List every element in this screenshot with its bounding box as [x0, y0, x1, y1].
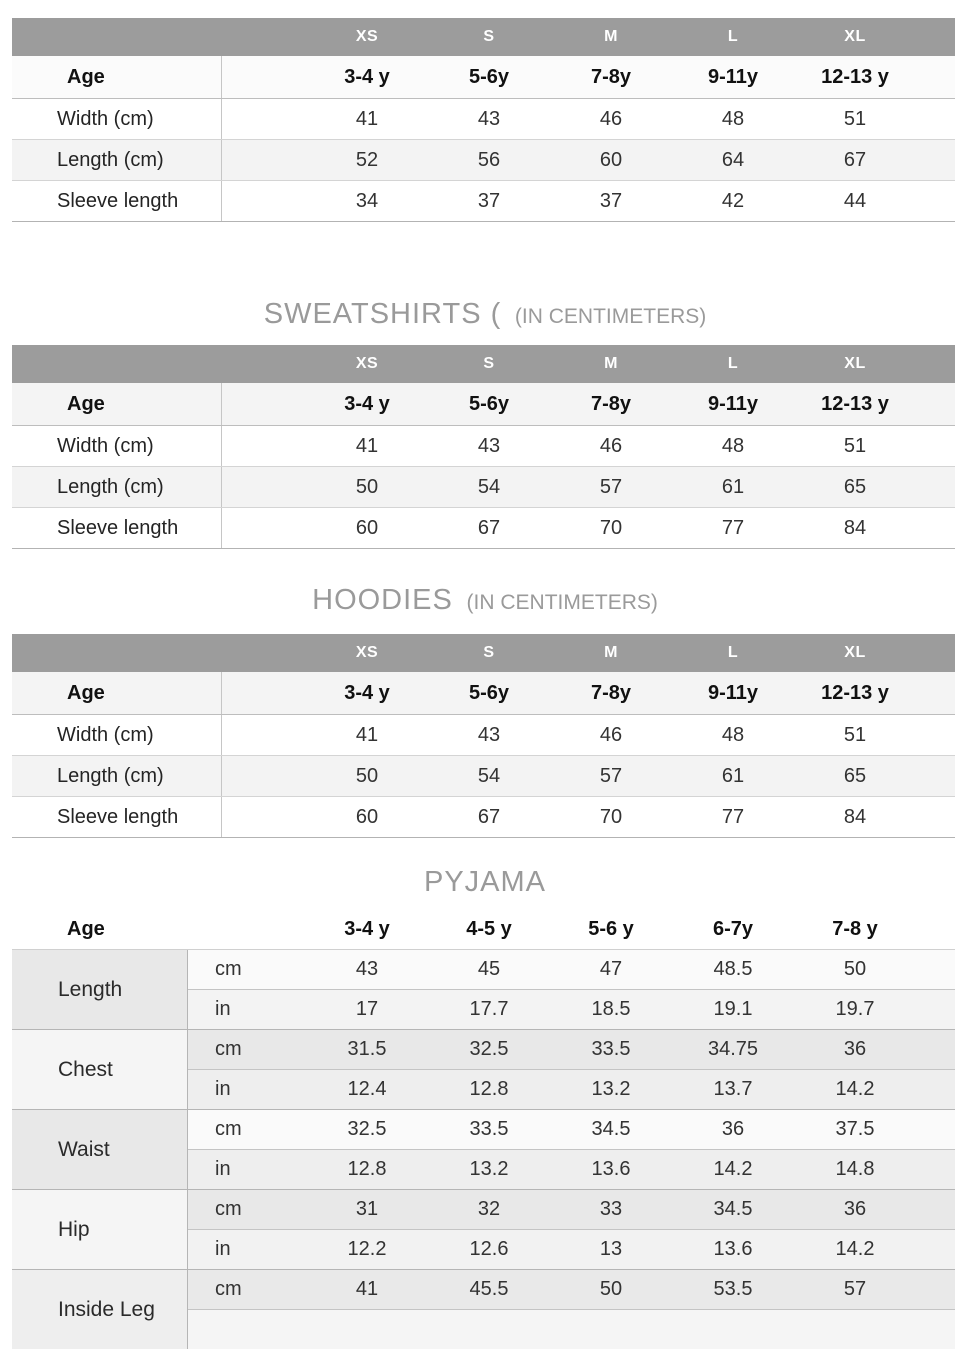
age-row — [12, 56, 955, 99]
size-header-row — [12, 345, 955, 383]
measurement-values — [306, 998, 955, 1021]
section-rows — [188, 1110, 955, 1189]
age-value: 7-8 y — [832, 917, 878, 940]
width-row — [12, 99, 955, 140]
width-row — [12, 715, 955, 756]
unit-label: in — [215, 998, 231, 1020]
measurement-value: 13.6 — [591, 1158, 631, 1180]
age-value: 6-7y — [712, 917, 754, 940]
measurement-value: 65 — [843, 475, 867, 498]
size-col-header-m: M — [604, 355, 618, 372]
size-col-header-s: S — [483, 355, 495, 372]
measurement-value: 52 — [355, 148, 379, 171]
pyjama-size-table — [12, 949, 955, 1349]
size-header-values — [222, 644, 955, 662]
measurement-value: 12.8 — [347, 1158, 387, 1180]
measurement-values — [306, 1038, 955, 1061]
hoodies-title-units: (IN CENTIMETERS) — [466, 591, 658, 614]
unit-label: cm — [215, 1278, 242, 1300]
pyjama-section-length — [12, 950, 955, 1029]
size-col-header-l: L — [727, 355, 739, 372]
pyjama-section-inside-leg — [12, 1269, 955, 1349]
age-row-values — [222, 56, 955, 98]
pyjama-title-text: PYJAMA — [423, 866, 547, 898]
pyjama-section-hip — [12, 1189, 955, 1269]
measurement-value: 41 — [355, 107, 379, 130]
measurement-label: Length (cm) — [12, 756, 222, 796]
measurement-value: 42 — [721, 189, 745, 212]
measurement-value: 64 — [721, 148, 745, 171]
age-value: 7-8y — [590, 681, 632, 704]
age-row-values — [222, 383, 955, 425]
measurement-value: 50 — [355, 764, 379, 787]
size-col-header-xl: XL — [844, 355, 866, 372]
sleeve-length-row — [12, 797, 955, 838]
measurement-label: Length — [12, 950, 188, 1029]
size-col-header-l: L — [727, 644, 739, 661]
measurement-value: 13.7 — [713, 1078, 753, 1100]
waist-in-row — [188, 1150, 955, 1189]
measurement-value: 77 — [721, 516, 745, 539]
measurement-value: 19.7 — [835, 998, 875, 1020]
age-row-label: Age — [12, 672, 222, 714]
tshirt-size-table — [12, 18, 955, 222]
measurement-value: 61 — [721, 764, 745, 787]
measurement-label: Sleeve length — [12, 797, 222, 837]
measurement-value: 34 — [355, 189, 379, 212]
measurement-values — [306, 1158, 955, 1181]
unit-label: cm — [215, 1118, 242, 1140]
unit-label: cm — [215, 958, 242, 980]
measurement-value: 60 — [355, 805, 379, 828]
measurement-values — [306, 1278, 955, 1301]
age-value: 12-13 y — [821, 65, 889, 88]
measurement-values — [222, 426, 955, 466]
chest-in-row — [188, 1070, 955, 1109]
measurement-value: 17.7 — [469, 998, 509, 1020]
age-row-values — [222, 672, 955, 714]
hoodies-title-text: HOODIES — [312, 584, 453, 616]
age-row — [12, 383, 955, 426]
measurement-label: Width (cm) — [12, 99, 222, 139]
measurement-values — [222, 797, 955, 837]
hoodies-title — [0, 583, 970, 617]
pyjama-header-row — [12, 909, 955, 949]
pyjama-title — [0, 865, 970, 899]
measurement-value: 50 — [355, 475, 379, 498]
age-value: 12-13 y — [821, 392, 889, 415]
measurement-value: 48 — [721, 723, 745, 746]
measurement-value: 14.2 — [835, 1078, 875, 1100]
age-row-values — [306, 918, 955, 941]
measurement-value: 37 — [599, 189, 623, 212]
measurement-value: 57 — [843, 1278, 867, 1300]
age-value: 3-4 y — [344, 681, 390, 704]
measurement-label: Hip — [12, 1190, 188, 1269]
length-cm-row — [188, 950, 955, 990]
pyjama-section-waist — [12, 1109, 955, 1189]
measurement-label: Chest — [12, 1030, 188, 1109]
length-row — [12, 756, 955, 797]
size-col-header-m: M — [604, 28, 618, 45]
section-rows — [188, 1270, 955, 1349]
hip-in-row — [188, 1230, 955, 1269]
length-row — [12, 140, 955, 181]
age-value: 7-8y — [590, 392, 632, 415]
age-row-label: Age — [12, 56, 222, 98]
measurement-value: 13.2 — [469, 1158, 509, 1180]
measurement-value: 70 — [599, 516, 623, 539]
unit-label: cm — [215, 1038, 242, 1060]
age-value: 9-11y — [707, 392, 759, 415]
measurement-value: 13 — [599, 1238, 623, 1260]
measurement-value: 12.2 — [347, 1238, 387, 1260]
measurement-value: 51 — [843, 723, 867, 746]
age-value: 5-6y — [468, 392, 510, 415]
measurement-value: 45 — [477, 958, 501, 980]
age-value: 3-4 y — [344, 917, 390, 940]
age-value: 9-11y — [707, 65, 759, 88]
measurement-value: 47 — [599, 958, 623, 980]
measurement-value: 57 — [599, 764, 623, 787]
measurement-value: 43 — [477, 434, 501, 457]
section-rows — [188, 950, 955, 1029]
unit-label: in — [215, 1078, 231, 1100]
age-value: 7-8y — [590, 65, 632, 88]
measurement-value: 54 — [477, 764, 501, 787]
measurement-value: 33.5 — [469, 1118, 509, 1140]
hip-cm-row — [188, 1190, 955, 1230]
size-col-header-xs: XS — [355, 355, 379, 372]
size-col-header-xl: XL — [844, 644, 866, 661]
measurement-value: 60 — [599, 148, 623, 171]
measurement-value: 17 — [355, 998, 379, 1020]
size-header-values — [222, 355, 955, 373]
measurement-value: 65 — [843, 764, 867, 787]
section-rows — [188, 1030, 955, 1109]
measurement-value: 12.8 — [469, 1078, 509, 1100]
measurement-value: 48.5 — [713, 958, 753, 980]
section-rows — [188, 1190, 955, 1269]
inside-leg-in-row-partial — [188, 1310, 955, 1349]
measurement-value: 84 — [843, 805, 867, 828]
measurement-value: 43 — [355, 958, 379, 980]
measurement-value: 12.4 — [347, 1078, 387, 1100]
measurement-label: Inside Leg — [12, 1270, 188, 1349]
age-value: 4-5 y — [466, 917, 512, 940]
measurement-value: 14.2 — [835, 1238, 875, 1260]
age-row — [12, 672, 955, 715]
measurement-value: 41 — [355, 434, 379, 457]
measurement-label: Width (cm) — [12, 426, 222, 466]
measurement-value: 57 — [599, 475, 623, 498]
sleeve-length-row — [12, 181, 955, 222]
measurement-value: 51 — [843, 107, 867, 130]
sweatshirts-title-units: (IN CENTIMETERS) — [514, 305, 707, 328]
size-header-values — [222, 28, 955, 46]
measurement-value: 48 — [721, 434, 745, 457]
size-col-header-s: S — [483, 28, 495, 45]
measurement-values — [222, 140, 955, 180]
size-col-header-m: M — [604, 644, 618, 661]
measurement-value: 37 — [477, 189, 501, 212]
measurement-value: 34.5 — [591, 1118, 631, 1140]
measurement-value: 31.5 — [347, 1038, 387, 1060]
age-value: 12-13 y — [821, 681, 889, 704]
measurement-value: 53.5 — [713, 1278, 753, 1300]
measurement-values — [222, 99, 955, 139]
length-in-row — [188, 990, 955, 1029]
measurement-value: 41 — [355, 723, 379, 746]
age-value: 5-6 y — [588, 917, 634, 940]
measurement-value: 12.6 — [469, 1238, 509, 1260]
measurement-value: 50 — [843, 958, 867, 980]
measurement-values — [306, 1238, 955, 1261]
measurement-label: Sleeve length — [12, 181, 222, 221]
measurement-value: 18.5 — [591, 998, 631, 1020]
length-row — [12, 467, 955, 508]
measurement-value: 33.5 — [591, 1038, 631, 1060]
measurement-value: 77 — [721, 805, 745, 828]
measurement-value: 67 — [477, 805, 501, 828]
measurement-value: 70 — [599, 805, 623, 828]
measurement-value: 14.2 — [713, 1158, 753, 1180]
waist-cm-row — [188, 1110, 955, 1150]
measurement-value: 32 — [477, 1198, 501, 1220]
size-col-header-xs: XS — [355, 644, 379, 661]
measurement-label: Waist — [12, 1110, 188, 1189]
age-value: 3-4 y — [344, 65, 390, 88]
sweatshirts-title-text: SWEATSHIRTS ( — [263, 298, 502, 330]
measurement-values — [222, 181, 955, 221]
size-chart-page — [0, 18, 970, 1321]
chest-cm-row — [188, 1030, 955, 1070]
measurement-value: 45.5 — [469, 1278, 509, 1300]
pyjama-section-chest — [12, 1029, 955, 1109]
measurement-value: 34.75 — [707, 1038, 759, 1060]
sleeve-length-row — [12, 508, 955, 549]
measurement-values — [306, 1118, 955, 1141]
size-header-row — [12, 18, 955, 56]
measurement-value: 67 — [477, 516, 501, 539]
age-row-label: Age — [12, 383, 222, 425]
unit-label: in — [215, 1238, 231, 1260]
measurement-value: 32.5 — [469, 1038, 509, 1060]
measurement-value: 46 — [599, 107, 623, 130]
sweatshirt-size-table — [12, 345, 955, 549]
measurement-label: Length (cm) — [12, 467, 222, 507]
measurement-value: 51 — [843, 434, 867, 457]
size-header-row — [12, 634, 955, 672]
age-row-label: Age — [67, 917, 105, 940]
measurement-values — [306, 1198, 955, 1221]
measurement-value: 60 — [355, 516, 379, 539]
measurement-values — [306, 1078, 955, 1101]
size-col-header-xs: XS — [355, 28, 379, 45]
measurement-value: 43 — [477, 107, 501, 130]
measurement-value: 54 — [477, 475, 501, 498]
measurement-values — [222, 508, 955, 548]
measurement-value: 41 — [355, 1278, 379, 1300]
measurement-value: 46 — [599, 723, 623, 746]
measurement-label: Sleeve length — [12, 508, 222, 548]
measurement-value: 67 — [843, 148, 867, 171]
measurement-value: 13.6 — [713, 1238, 753, 1260]
sweatshirts-title — [0, 297, 970, 331]
measurement-value: 61 — [721, 475, 745, 498]
measurement-label: Length (cm) — [12, 140, 222, 180]
inside-leg-cm-row — [188, 1270, 955, 1310]
age-value: 3-4 y — [344, 392, 390, 415]
measurement-values — [306, 958, 955, 981]
measurement-value: 46 — [599, 434, 623, 457]
size-col-header-s: S — [483, 644, 495, 661]
measurement-value: 50 — [599, 1278, 623, 1300]
measurement-value: 43 — [477, 723, 501, 746]
measurement-values — [222, 715, 955, 755]
age-value: 5-6y — [468, 681, 510, 704]
hoodie-size-table — [12, 634, 955, 838]
width-row — [12, 426, 955, 467]
measurement-value: 32.5 — [347, 1118, 387, 1140]
unit-label: in — [215, 1158, 231, 1180]
measurement-values — [222, 756, 955, 796]
measurement-value: 36 — [843, 1038, 867, 1060]
size-col-header-l: L — [727, 28, 739, 45]
measurement-value: 14.8 — [835, 1158, 875, 1180]
measurement-value: 13.2 — [591, 1078, 631, 1100]
measurement-value: 31 — [355, 1198, 379, 1220]
measurement-value: 84 — [843, 516, 867, 539]
age-value: 5-6y — [468, 65, 510, 88]
measurement-value: 34.5 — [713, 1198, 753, 1220]
measurement-value: 36 — [721, 1118, 745, 1140]
age-value: 9-11y — [707, 681, 759, 704]
measurement-value: 44 — [843, 189, 867, 212]
measurement-value: 37.5 — [835, 1118, 875, 1140]
measurement-value: 56 — [477, 148, 501, 171]
unit-label: cm — [215, 1198, 242, 1220]
measurement-value: 33 — [599, 1198, 623, 1220]
measurement-value: 36 — [843, 1198, 867, 1220]
measurement-value: 19.1 — [713, 998, 753, 1020]
measurement-label: Width (cm) — [12, 715, 222, 755]
measurement-values — [222, 467, 955, 507]
measurement-value: 48 — [721, 107, 745, 130]
size-col-header-xl: XL — [844, 28, 866, 45]
